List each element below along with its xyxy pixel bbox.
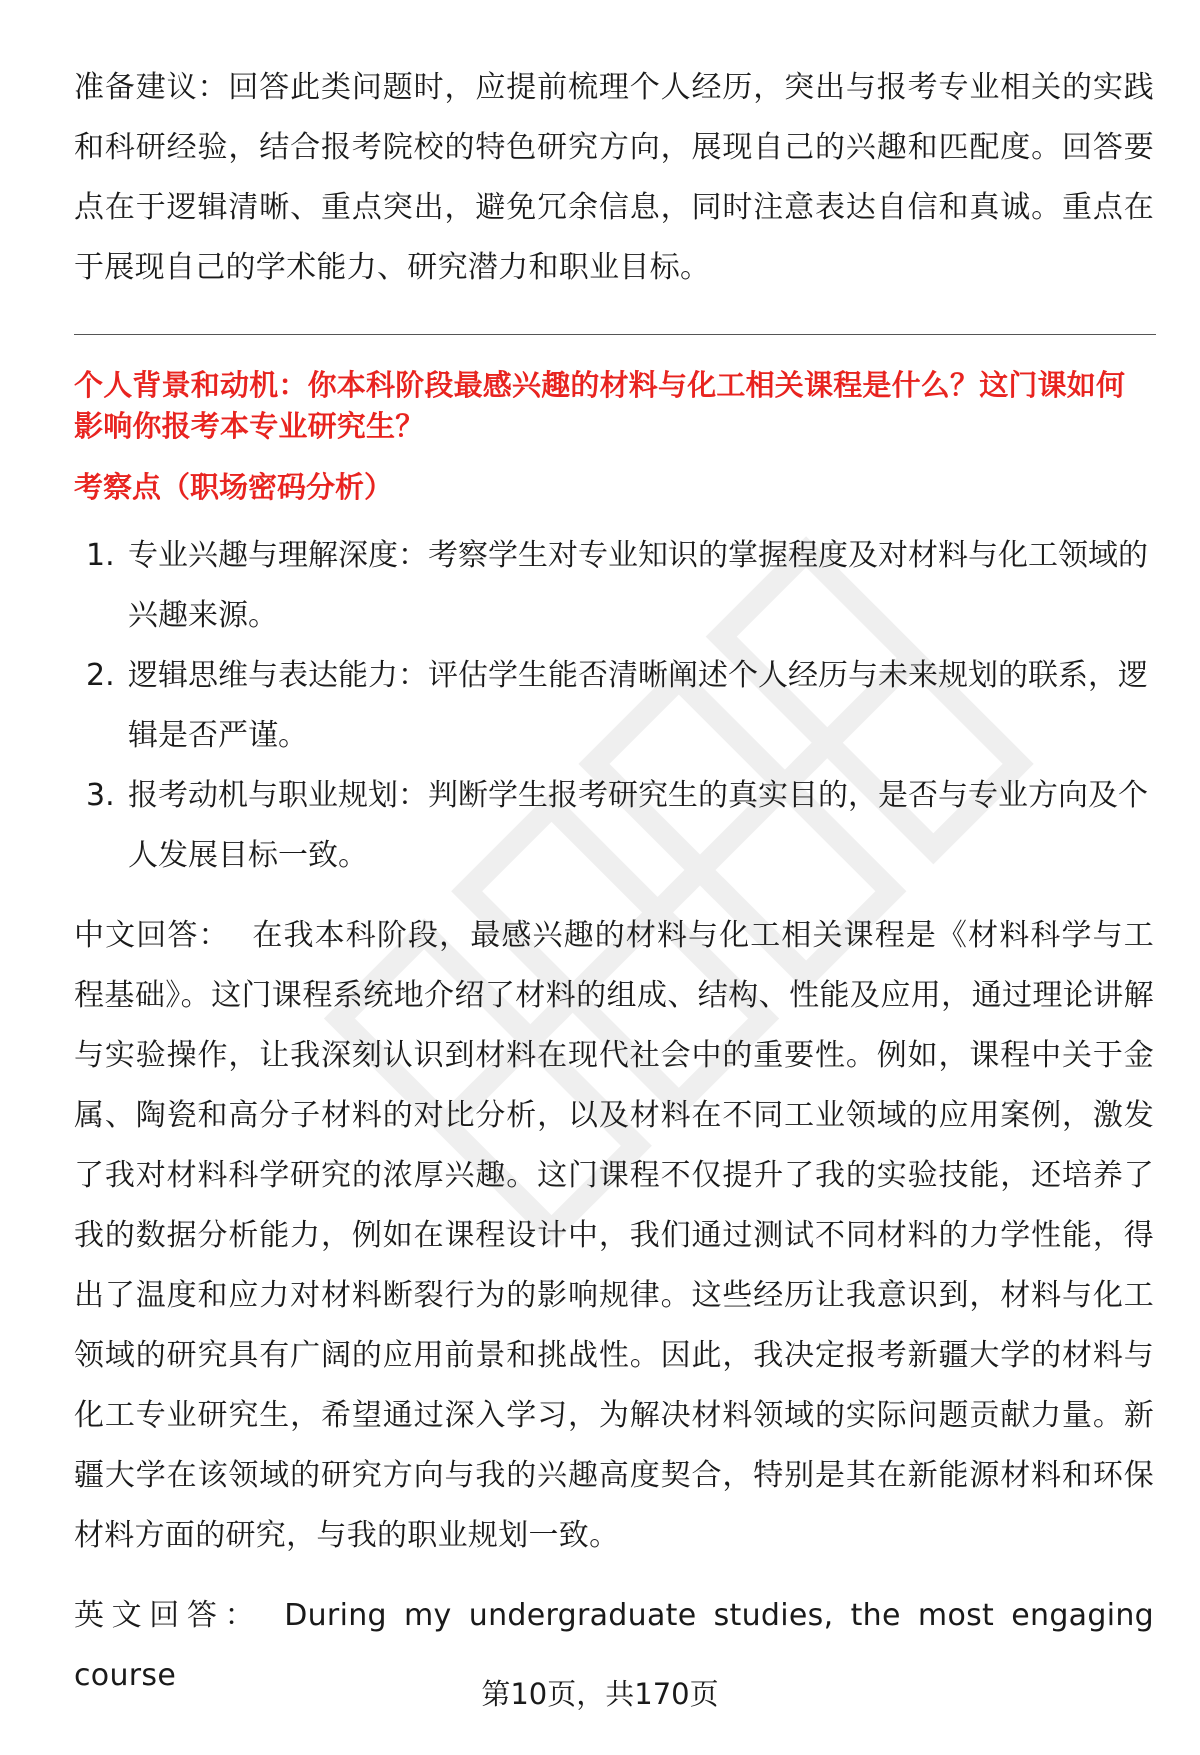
list-item-number: 1. xyxy=(86,538,115,573)
prep-advice-text: 回答此类问题时，应提前梳理个人经历，突出与报考专业相关的实践和科研经验，结合报考院校的特色研究方向，展现自己的兴趣和匹配度。回答要点在于逻辑清晰、重点突出，避免冗余信息，同时注意表达自信和真诚。重点在于展现自己的学术能力、研究潜力和职业目标。 xyxy=(74,70,1155,285)
chinese-answer-text: 在我本科阶段，最感兴趣的材料与化工相关课程是《材料科学与工程基础》。这门课程系统地介绍了材料的组成、结构、性能及应用，通过理论讲解与实验操作，让我深刻认识到材料在现代社会中的重要性。例如，课程中关于金属、陶瓷和高分子材料的对比分析，以及材料在不同工业领域的应用案例，激发了我对材料科学研究的浓厚兴趣。这门课程不仅提升了我的实验技能，还培养了我的数据分析能力，例如在课程设计中，我们通过测试不同材料的力学性能，得出了温度和应力对材料断裂行为的影响规律。这些经历让我意识到，材料与化工领域的研究具有广阔的应用前景和挑战性。因此，我决定报考新疆大学的材料与化工专业研究生，希望通过深入学习，为解决材料领域的实际问题贡献力量。新疆大学在该领域的研究方向与我的兴趣高度契合，特别是其在新能源材料和环保材料方面的研究，与我的职业规划一致。 xyxy=(74,918,1155,1553)
list-item xyxy=(74,766,1154,886)
exam-points-heading: 考察点（职场密码分析） xyxy=(74,470,394,504)
english-answer-label: 英文回答： xyxy=(74,1598,263,1633)
chinese-answer-paragraph xyxy=(74,906,1154,1566)
page-number-footer: 第10页，共170页 xyxy=(481,1677,719,1711)
question-heading: 个人背景和动机：你本科阶段最感兴趣的材料与化工相关课程是什么？这门课如何影响你报考本专业研究生？ xyxy=(74,368,1126,443)
exam-points-list xyxy=(74,526,1154,886)
list-item-number: 2. xyxy=(86,658,115,693)
prep-advice-label: 准备建议： xyxy=(74,70,229,105)
list-item-number: 3. xyxy=(86,778,115,813)
english-answer-text: During my undergraduate studies, the most engaging course xyxy=(74,1598,1155,1693)
list-item xyxy=(74,526,1154,646)
list-item-text: 专业兴趣与理解深度：考察学生对专业知识的掌握程度及对材料与化工领域的兴趣来源。 xyxy=(128,538,1148,633)
list-item xyxy=(74,646,1154,766)
list-item-text: 报考动机与职业规划：判断学生报考研究生的真实目的，是否与专业方向及个人发展目标一致。 xyxy=(128,778,1148,873)
main-content xyxy=(74,58,1154,1706)
section-divider xyxy=(74,334,1156,335)
list-item-text: 逻辑思维与表达能力：评估学生能否清晰阐述个人经历与未来规划的联系，逻辑是否严谨。 xyxy=(128,658,1148,753)
prep-advice-paragraph xyxy=(74,58,1154,298)
chinese-answer-label: 中文回答： xyxy=(74,918,230,953)
